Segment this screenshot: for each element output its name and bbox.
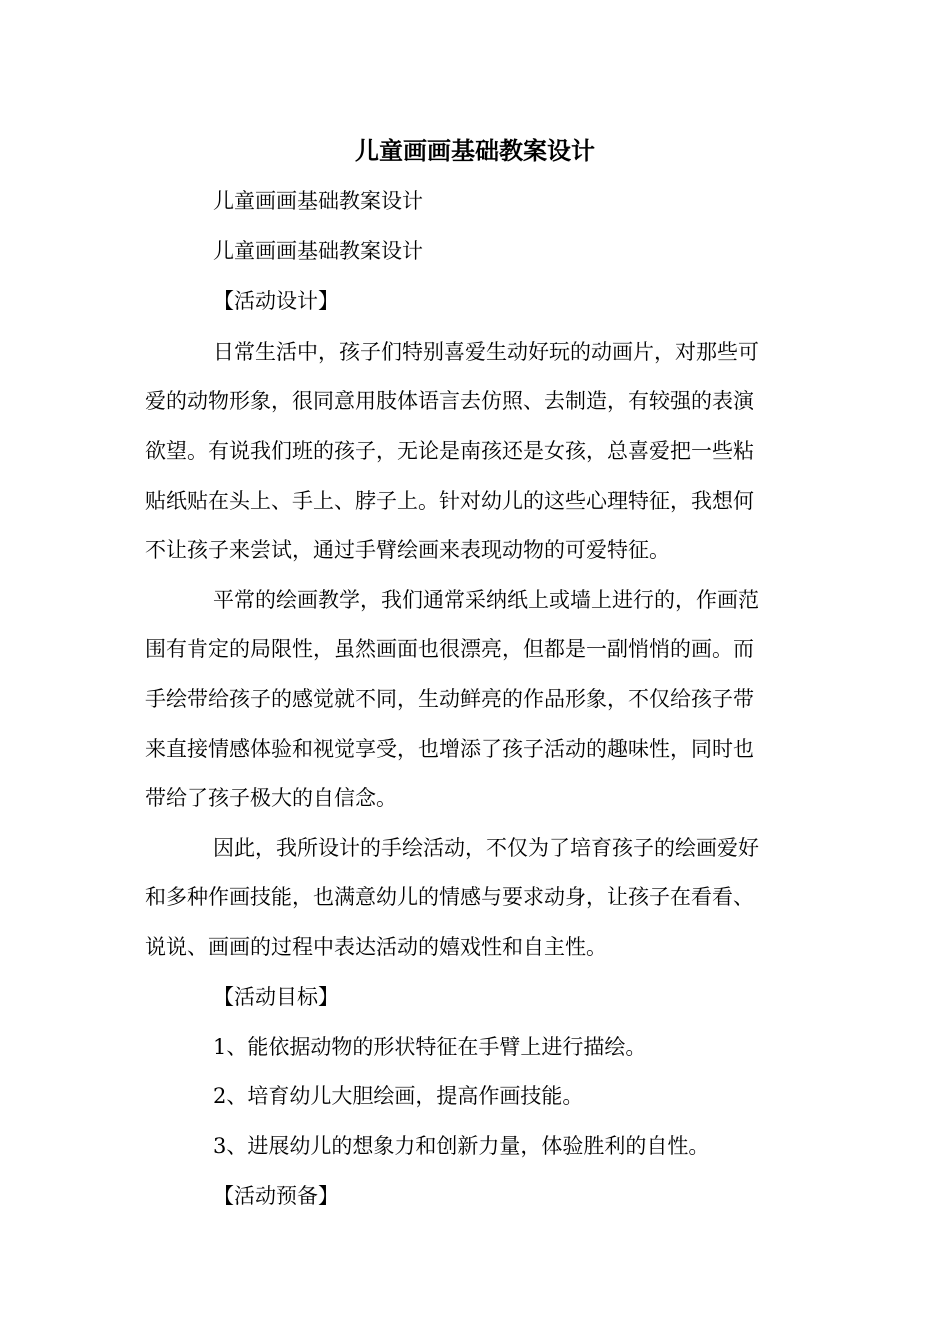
paragraph-line: 不让孩子来尝试，通过手臂绘画来表现动物的可爱特征。 <box>145 538 670 562</box>
section-heading: 【活动预备】 <box>213 1184 339 1208</box>
paragraph-line: 说说、画画的过程中表达活动的嬉戏性和自主性。 <box>145 935 607 959</box>
paragraph-line: 爱的动物形象，很同意用肢体语言去仿照、去制造，有较强的表演 <box>145 389 754 413</box>
paragraph-line: 来直接情感体验和视觉享受，也增添了孩子活动的趣味性，同时也 <box>145 737 754 761</box>
goal-item: 3、进展幼儿的想象力和创新力量，体验胜利的自性。 <box>213 1134 710 1158</box>
subtitle-line: 儿童画画基础教案设计 <box>213 239 423 263</box>
paragraph-line: 日常生活中，孩子们特别喜爱生动好玩的动画片，对那些可 <box>213 340 759 364</box>
paragraph-line: 手绘带给孩子的感觉就不同，生动鲜亮的作品形象，不仅给孩子带 <box>145 687 754 711</box>
paragraph-line: 带给了孩子极大的自信念。 <box>145 786 397 810</box>
paragraph-line: 和多种作画技能，也满意幼儿的情感与要求动身，让孩子在看看、 <box>145 885 754 909</box>
paragraph-line: 围有肯定的局限性，虽然画面也很漂亮，但都是一副悄悄的画。而 <box>145 637 754 661</box>
paragraph-line: 因此，我所设计的手绘活动，不仅为了培育孩子的绘画爱好 <box>213 836 759 860</box>
subtitle-line: 儿童画画基础教案设计 <box>213 189 423 213</box>
paragraph-line: 平常的绘画教学，我们通常采纳纸上或墙上进行的，作画范 <box>213 588 759 612</box>
paragraph-line: 欲望。有说我们班的孩子，无论是南孩还是女孩，总喜爱把一些粘 <box>145 439 754 463</box>
paragraph-line: 贴纸贴在头上、手上、脖子上。针对幼儿的这些心理特征，我想何 <box>145 489 754 513</box>
section-heading: 【活动目标】 <box>213 985 339 1009</box>
section-heading: 【活动设计】 <box>213 289 339 313</box>
document-title: 儿童画画基础教案设计 <box>355 136 595 165</box>
goal-item: 2、培育幼儿大胆绘画，提高作画技能。 <box>213 1084 584 1108</box>
goal-item: 1、能依据动物的形状特征在手臂上进行描绘。 <box>213 1035 647 1059</box>
